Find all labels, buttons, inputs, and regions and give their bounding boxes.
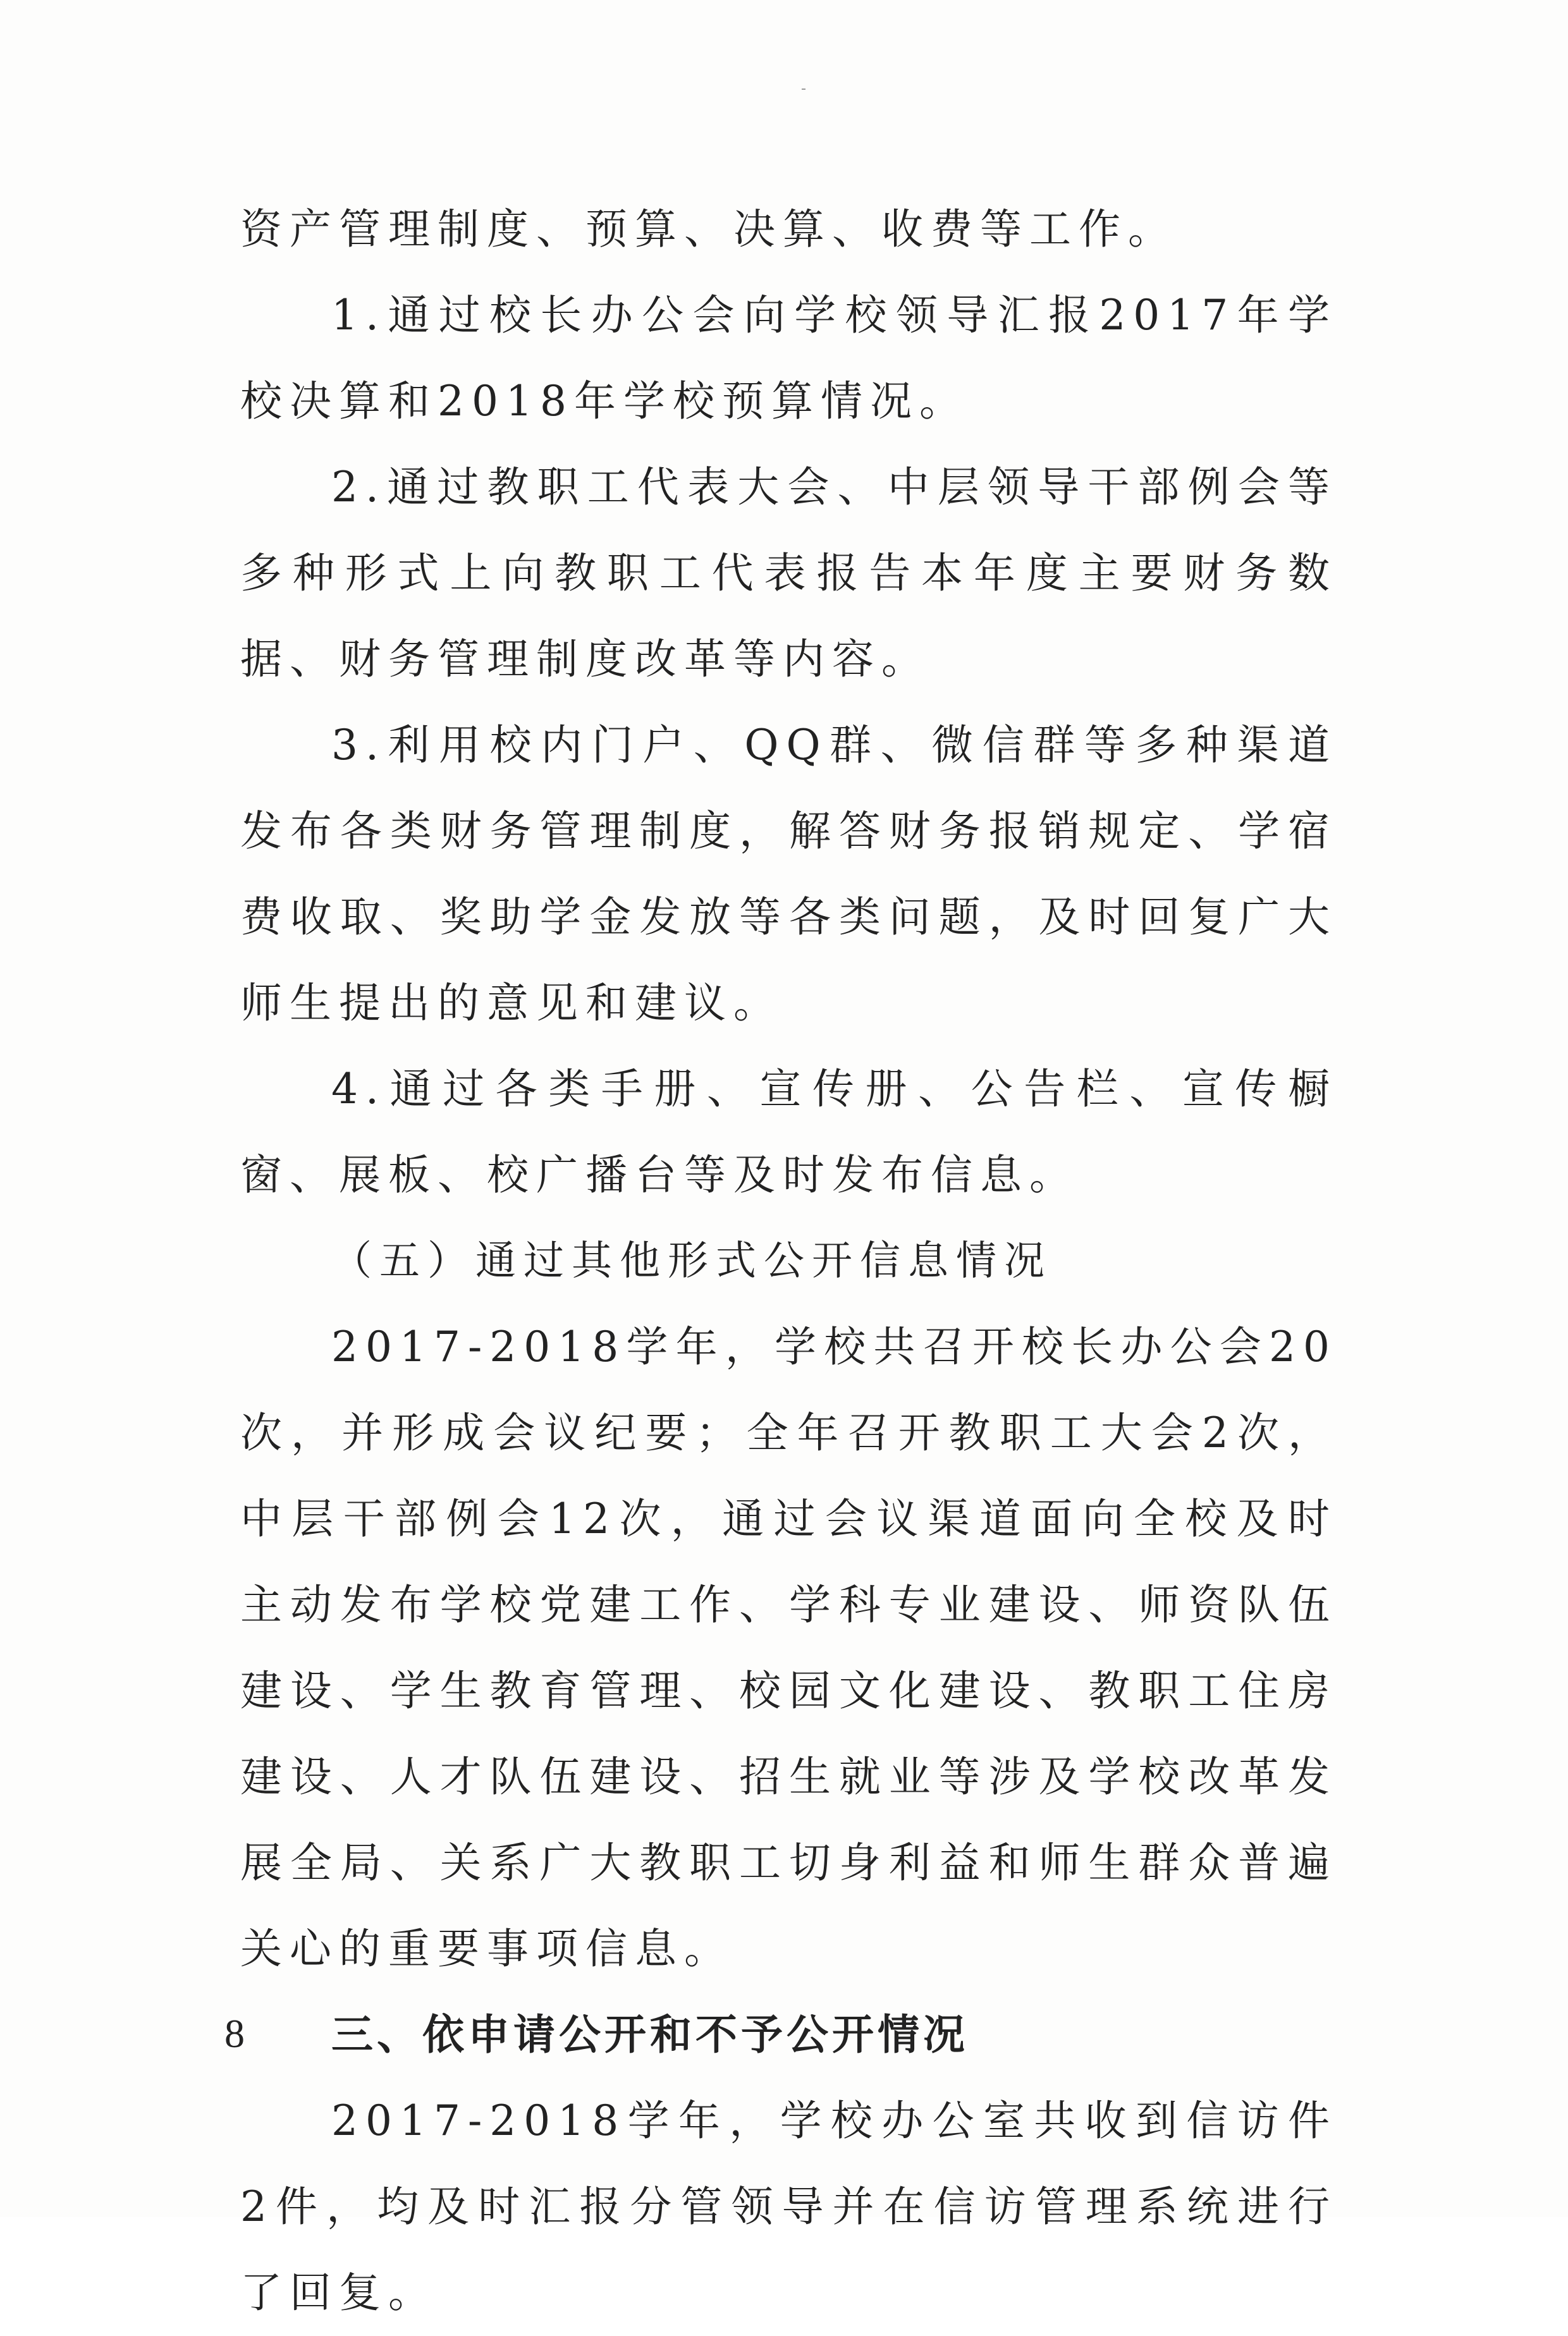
paragraph-petitions: 2017-2018学年，学校办公室共收到信访件2件，均及时汇报分管领导并在信访管理系统进行了回复。: [240, 2096, 1337, 2317]
paragraph-item-4: 4.通过各类手册、宣传册、公告栏、宣传橱窗、展板、校广播台等及时发布信息。: [240, 1065, 1337, 1199]
paragraph-meetings: 2017-2018学年，学校共召开校长办公会20次，并形成会议纪要；全年召开教职工大会2次，中层干部例会12次，通过会议渠道面向全校及时主动发布学校党建工作、学科专业建设、师资队伍建设、学生教育管理、校园文化建设、教职工住房建设、人才队伍建设、招生就业等涉及学校改革发展全局、关系广大教职工切身利益和师生群众普遍关心的重要事项信息。: [240, 1323, 1337, 1973]
paragraph-item-2: 2.通过教职工代表大会、中层领导干部例会等多种形式上向教职工代表报告本年度主要财务数据、财务管理制度改革等内容。: [240, 463, 1337, 683]
paragraph-item-1: 1.通过校长办公会向学校领导汇报2017年学校决算和2018年学校预算情况。: [240, 291, 1337, 425]
paragraph-continuation: 资产管理制度、预算、决算、收费等工作。: [240, 205, 1177, 254]
section-heading: 三、依申请公开和不予公开情况: [331, 2010, 969, 2059]
scan-mark: [802, 89, 805, 90]
page-number: 8: [224, 2011, 245, 2056]
subsection-heading: （五）通过其他形式公开信息情况: [331, 1238, 1052, 1285]
paragraph-item-3: 3.利用校内门户、QQ群、微信群等多种渠道发布各类财务管理制度，解答财务报销规定、学宿费收取、奖助学金发放等各类问题，及时回复广大师生提出的意见和建议。: [240, 721, 1337, 1027]
document-body: [240, 187, 1337, 2336]
